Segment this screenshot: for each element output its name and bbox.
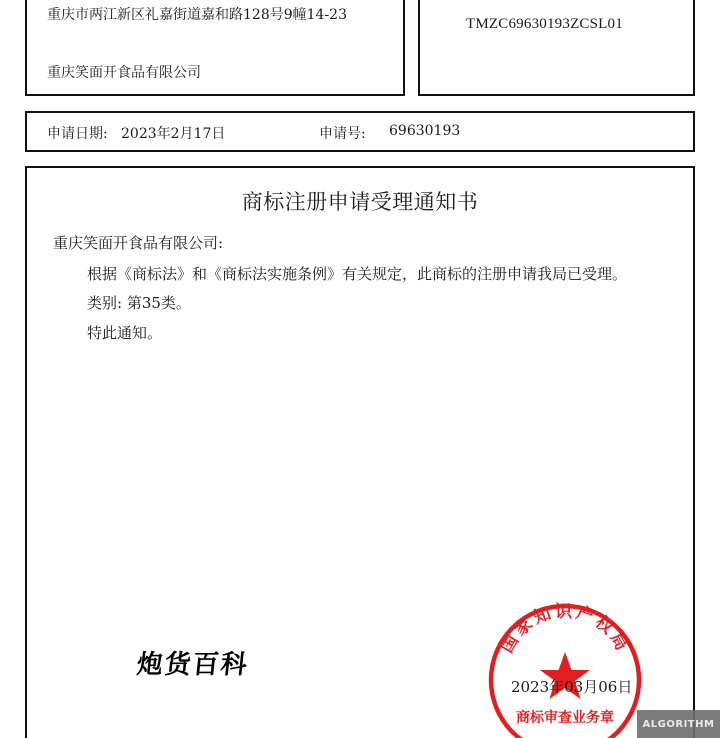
recipient-box xyxy=(25,0,405,96)
application-date-label: 申请日期: xyxy=(47,126,108,142)
notice-paragraph-legal-basis: 根据《商标法》和《商标法实施条例》有关规定，此商标的注册申请我局已受理。 xyxy=(87,265,628,283)
registration-code-box xyxy=(418,0,695,96)
seal-inner-text: 商标审查业务章 xyxy=(516,710,614,726)
svg-text:国家知识产权局 xyxy=(497,602,633,657)
recipient-address: 重庆市两江新区礼嘉街道嘉和路128号9幢14-23 xyxy=(47,7,347,23)
seal-outer-text: 国家知识产权局 xyxy=(497,601,633,657)
corner-badge: ALGORITHM xyxy=(637,710,720,738)
official-seal-icon xyxy=(485,600,645,738)
registration-code: TMZC69630193ZCSL01 xyxy=(466,16,623,32)
document-title: 商标注册申请受理通知书 xyxy=(241,190,479,214)
application-number-label: 申请号: xyxy=(319,126,366,142)
seal-date: 2023年03月06日 xyxy=(511,678,633,696)
notice-paragraph-class: 类别: 第35类。 xyxy=(87,294,191,312)
application-date-value: 2023年2月17日 xyxy=(121,126,226,142)
notice-paragraph-closing: 特此通知。 xyxy=(87,324,163,342)
application-number-value: 69630193 xyxy=(389,123,461,139)
watermark-text: 炮货百科 xyxy=(135,650,251,680)
application-info-row xyxy=(25,111,695,152)
notice-addressee: 重庆笑面开食品有限公司: xyxy=(53,234,224,252)
recipient-company: 重庆笑面开食品有限公司 xyxy=(47,65,201,81)
